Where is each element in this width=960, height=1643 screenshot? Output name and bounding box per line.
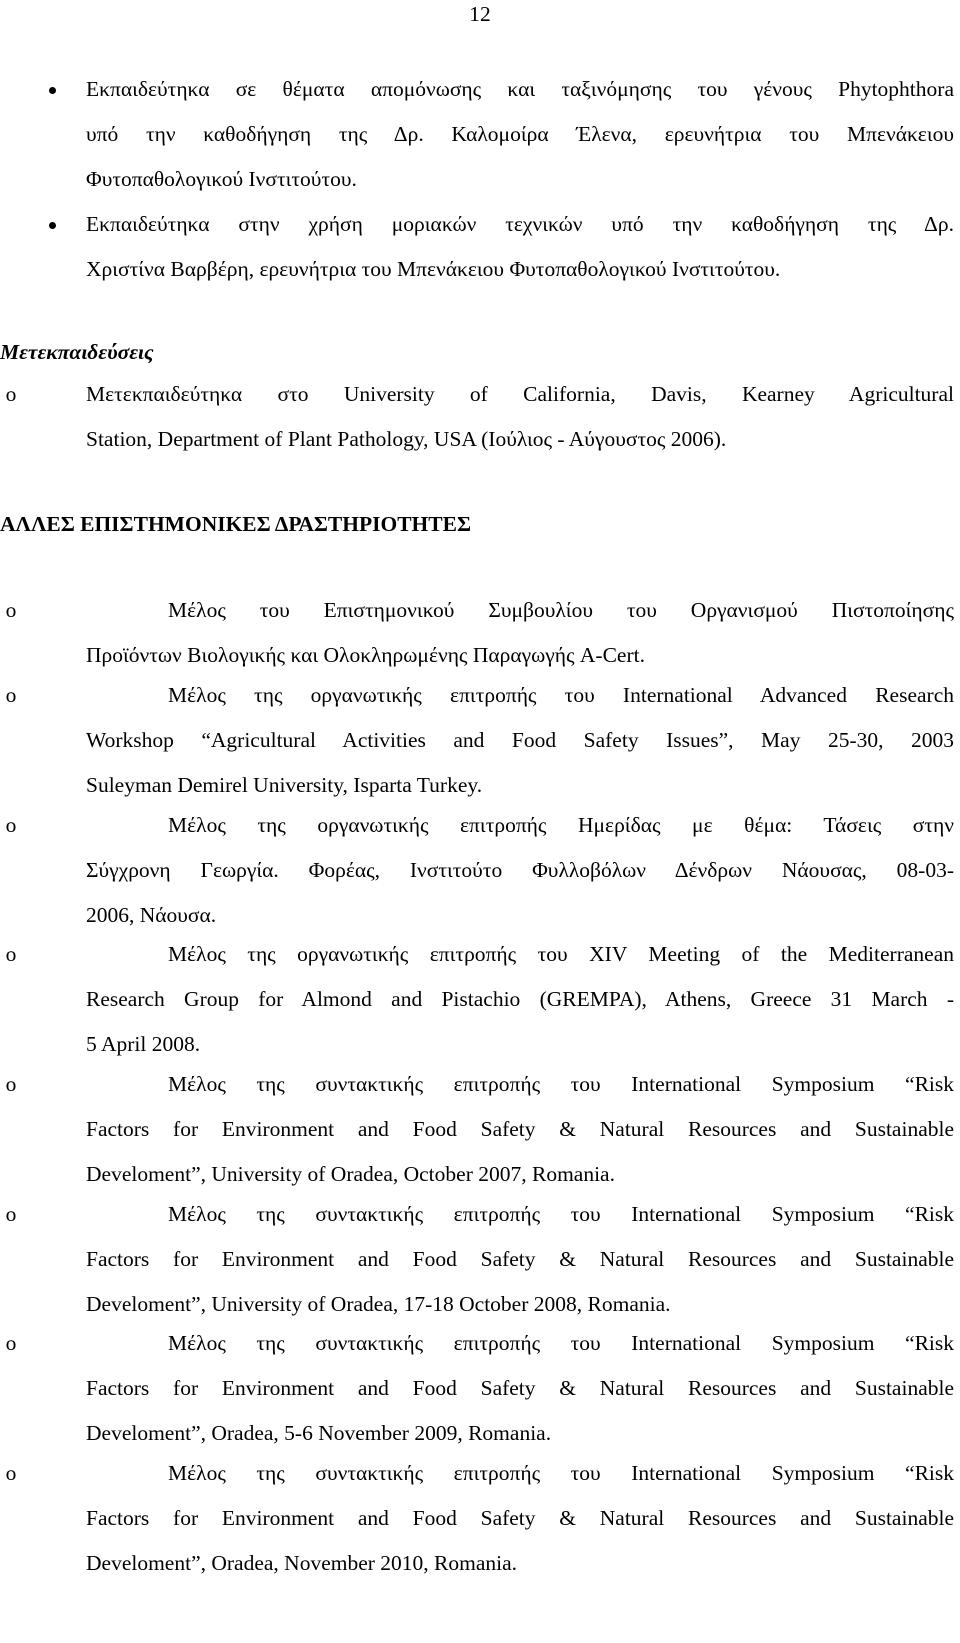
text-line: υπό την καθοδήγηση της Δρ. Καλομοίρα Έλενα, ερευνήτρια του Μπενάκειου <box>86 122 954 146</box>
bullet-dot-icon <box>49 87 56 94</box>
text-line: Factors for Environment and Food Safety & Natural Resources and Sustainable <box>86 1506 954 1530</box>
text-line: Μετεκπαιδεύτηκα στο University of California, Davis, Kearney Agricultural <box>86 382 954 406</box>
text-line: Προϊόντων Βιολογικής και Ολοκληρωμένης Παραγωγής A-Cert. <box>86 643 645 667</box>
circle-bullet-icon: o <box>5 1202 17 1226</box>
training-text <box>86 372 954 462</box>
text-line: Μέλος της οργανωτικής επιτροπής Ημερίδας με θέμα: Τάσεις στην <box>168 813 954 837</box>
text-line: Develoment”, Oradea, November 2010, Romania. <box>86 1551 518 1575</box>
text-line: Develoment”, University of Oradea, October 2007, Romania. <box>86 1162 615 1186</box>
text-line: Φυτοπαθολογικού Ινστιτούτου. <box>86 167 357 191</box>
text-line: Μέλος της συντακτικής επιτροπής του International Symposium “Risk <box>168 1202 954 1226</box>
text-line: Μέλος της συντακτικής επιτροπής του International Symposium “Risk <box>168 1331 954 1355</box>
text-line: Factors for Environment and Food Safety & Natural Resources and Sustainable <box>86 1117 954 1141</box>
activity-text <box>86 588 954 678</box>
section-heading-activities: ΑΛΛΕΣ ΕΠΙΣΤΗΜΟΝΙΚΕΣ ΔΡΑΣΤΗΡΙΟΤΗΤΕΣ <box>0 512 472 536</box>
text-line: Χριστίνα Βαρβέρη, ερευνήτρια του Μπενάκειου Φυτοπαθολογικού Ινστιτούτου. <box>86 257 781 281</box>
text-line: Μέλος της οργανωτικής επιτροπής του International Advanced Research <box>168 683 954 707</box>
activity-text <box>86 932 954 1067</box>
activity-text <box>86 673 954 808</box>
text-line: Σύγχρονη Γεωργία. Φορέας, Ινστιτούτο Φυλλοβόλων Δένδρων Νάουσας, 08-03- <box>86 858 954 882</box>
circle-bullet-icon: o <box>5 1072 17 1096</box>
text-line: Factors for Environment and Food Safety & Natural Resources and Sustainable <box>86 1376 954 1400</box>
text-line: 2006, Νάουσα. <box>86 903 217 927</box>
text-line: Suleyman Demirel University, Isparta Turkey. <box>86 773 483 797</box>
text-line: Develoment”, Oradea, 5-6 November 2009, Romania. <box>86 1421 552 1445</box>
bullet-dot-icon <box>49 222 56 229</box>
circle-bullet-icon: o <box>5 1331 17 1355</box>
text-line: 5 April 2008. <box>86 1032 201 1056</box>
text-line: Factors for Environment and Food Safety & Natural Resources and Sustainable <box>86 1247 954 1271</box>
text-line: Μέλος της συντακτικής επιτροπής του International Symposium “Risk <box>168 1461 954 1485</box>
text-line: Μέλος της οργανωτικής επιτροπής του XIV Meeting of the Mediterranean <box>168 942 954 966</box>
text-line: Μέλος της συντακτικής επιτροπής του International Symposium “Risk <box>168 1072 954 1096</box>
page-number: 12 <box>469 2 491 26</box>
circle-bullet-icon: o <box>5 1461 17 1485</box>
circle-bullet-icon: o <box>5 942 17 966</box>
activity-text <box>86 1192 954 1327</box>
text-line: Εκπαιδεύτηκα στην χρήση μοριακών τεχνικών υπό την καθοδήγηση της Δρ. <box>86 212 954 236</box>
activity-text <box>86 1062 954 1197</box>
bullet-text <box>86 202 954 292</box>
activity-text <box>86 1321 954 1456</box>
text-line: Workshop “Agricultural Activities and Food Safety Issues”, May 25-30, 2003 <box>86 728 954 752</box>
text-line: Research Group for Almond and Pistachio (GREMPA), Athens, Greece 31 March - <box>86 987 954 1011</box>
circle-bullet-icon: o <box>5 382 17 406</box>
text-line: Develoment”, University of Oradea, 17-18 October 2008, Romania. <box>86 1292 671 1316</box>
activity-text <box>86 1451 954 1586</box>
text-line: Station, Department of Plant Pathology, USA (Ιούλιος - Αύγουστος 2006). <box>86 427 727 451</box>
text-line: Μέλος του Επιστημονικού Συμβουλίου του Οργανισμού Πιστοποίησης <box>168 598 954 622</box>
section-heading-training: Μετεκπαιδεύσεις <box>0 340 154 364</box>
circle-bullet-icon: o <box>5 813 17 837</box>
circle-bullet-icon: o <box>5 598 17 622</box>
text-line: Εκπαιδεύτηκα σε θέματα απομόνωσης και ταξινόμησης του γένους Phytophthora <box>86 77 954 101</box>
bullet-text <box>86 67 954 202</box>
activity-text <box>86 803 954 938</box>
circle-bullet-icon: o <box>5 683 17 707</box>
